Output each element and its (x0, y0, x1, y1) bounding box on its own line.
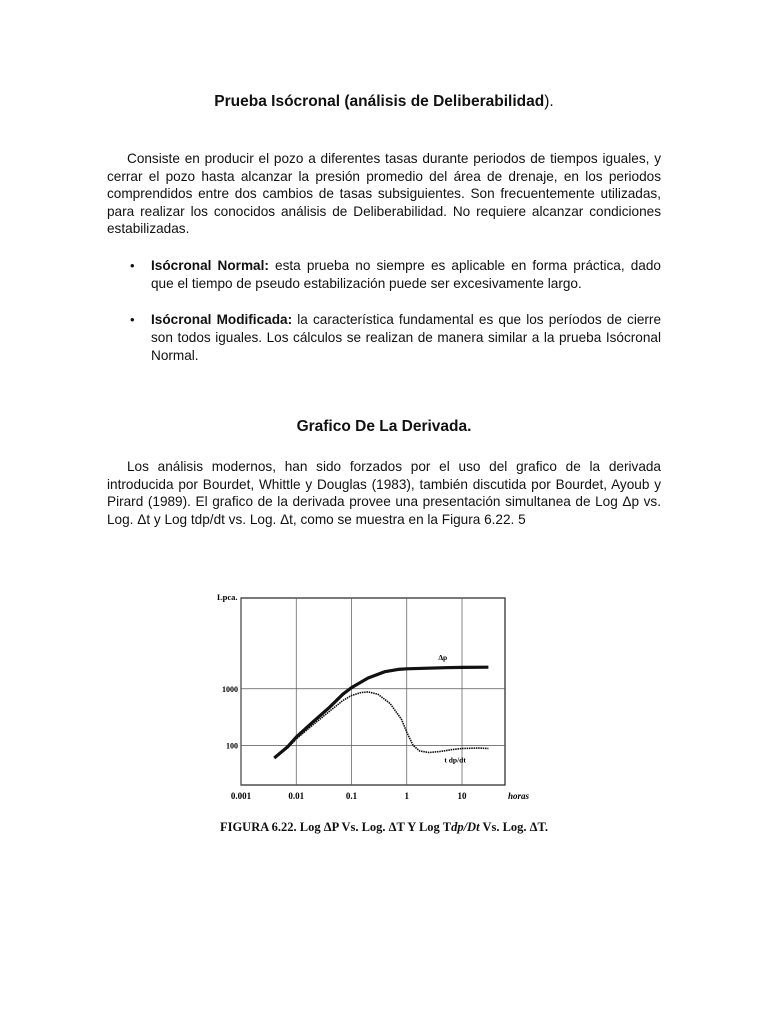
caption-part: Vs. Log. ΔT. (479, 820, 549, 834)
intro-paragraph: Consiste en producir el pozo a diferentes tasas durante periodos de tiempos iguales, y cerrar el pozo hasta alcanzar la presión promedio del área de drenaje, en los periodos comprendidos entre dos cambios de tasas subsiguientes. Son frecuentemente utilizadas, para realizar los conocidos análisis de Deliberabilidad. No requiere alcanzar condiciones estabilizadas. (107, 151, 661, 236)
x-tick-label: 1 (404, 791, 410, 801)
series-line-delta-p (274, 667, 488, 758)
y-tick-label: 100 (226, 741, 238, 751)
bullet-icon: • (130, 258, 135, 273)
bullet-text: la característica fundamental es que los períodos de cierre son todos iguales. Los cálculos se realizan de manera similar a la prueba Isócronal Normal. (151, 312, 662, 363)
bullet-term: Isócronal Normal: (151, 258, 269, 273)
caption-part: FIGURA 6.22. Log ΔP Vs. Log. ΔT Y Log T (219, 820, 452, 834)
page-title (0, 93, 768, 111)
title-text: Prueba Isócronal (análisis de Deliberabilidad (214, 93, 545, 110)
series-label: Δp (438, 653, 448, 663)
derivative-paragraph: Los análisis modernos, han sido forzados por el uso del grafico de la derivada introducida por Bourdet, Whittle y Douglas (1983), también discutida por Bourdet, Ayoub y Pirard (1989). El grafico de la derivada provee una presentación simultanea de Log Δp vs. Log. Δt y Log tdp/dt vs. Log. Δt, como se muestra en la Figura 6.22. 5 (107, 459, 661, 527)
bullet-list (107, 257, 661, 365)
x-tick-label: 0.1 (345, 791, 358, 801)
section-title: Grafico De La Derivada. (296, 418, 472, 435)
bullet-item-normal (107, 257, 661, 293)
series-line-derivative (274, 692, 488, 758)
bullet-text: esta prueba no siempre es aplicable en forma práctica, dado que el tiempo de pseudo estabilización puede ser excesivamente largo. (151, 258, 661, 291)
series-label: t dp/dt (444, 755, 466, 765)
y-tick-label: 1000 (222, 684, 238, 694)
x-tick-label: 0.01 (288, 791, 305, 801)
derivative-chart (215, 580, 575, 810)
bullet-item-modificada (107, 311, 661, 365)
title-close: ). (544, 93, 554, 110)
x-tick-label: 10 (457, 791, 467, 801)
y-axis-label: Lpca. (217, 592, 238, 602)
caption-italic: dp/Dt (451, 820, 480, 834)
bullet-icon: • (130, 312, 135, 327)
x-axis-label: horas (508, 791, 530, 801)
figure-caption (0, 820, 768, 835)
x-tick-label: 0.001 (230, 791, 252, 801)
bullet-term: Isócronal Modificada: (151, 312, 293, 327)
